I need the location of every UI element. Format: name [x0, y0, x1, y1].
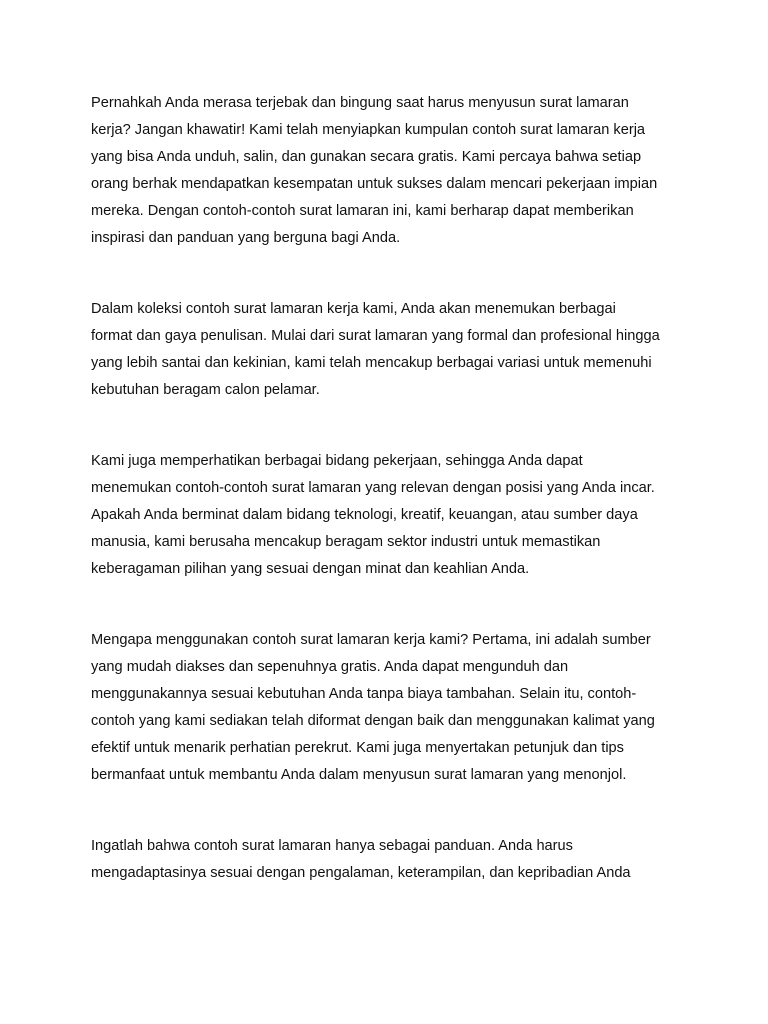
- paragraph-3: Kami juga memperhatikan berbagai bidang pekerjaan, sehingga Anda dapat menemukan contoh-contoh surat lamaran yang relevan dengan posisi yang Anda incar. Apakah Anda berminat dalam bidang teknologi, kreatif, keuangan, atau sumber daya manusia, kami berusaha mencakup beragam sektor industri untuk memastikan keberagaman pilihan yang sesuai dengan minat dan keahlian Anda.: [91, 453, 655, 577]
- paragraph-1: Pernahkah Anda merasa terjebak dan bingung saat harus menyusun surat lamaran kerja? Jangan khawatir! Kami telah menyiapkan kumpulan contoh surat lamaran kerja yang bisa Anda unduh, salin, dan gunakan secara gratis. Kami percaya bahwa setiap orang berhak mendapatkan kesempatan untuk sukses dalam mencari pekerjaan impian mereka. Dengan contoh-contoh surat lamaran ini, kami berharap dapat memberikan inspirasi dan panduan yang berguna bagi Anda.: [91, 95, 658, 246]
- paragraph-5: Ingatlah bahwa contoh surat lamaran hanya sebagai panduan. Anda harus mengadaptasinya sesuai dengan pengalaman, keterampilan, dan kepribadian Anda: [91, 838, 631, 881]
- paragraph-4: Mengapa menggunakan contoh surat lamaran kerja kami? Pertama, ini adalah sumber yang mudah diakses dan sepenuhnya gratis. Anda dapat mengunduh dan menggunakannya sesuai kebutuhan Anda tanpa biaya tambahan. Selain itu, contoh- contoh yang kami sediakan telah diformat dengan baik dan menggunakan kalimat yang efektif untuk menarik perhatian perekrut. Kami juga menyertakan petunjuk dan tips bermanfaat untuk membantu Anda dalam menyusun surat lamaran yang menonjol.: [91, 632, 655, 783]
- paragraph-2: Dalam koleksi contoh surat lamaran kerja kami, Anda akan menemukan berbagai format dan gaya penulisan. Mulai dari surat lamaran yang formal dan profesional hingga yang lebih santai dan kekinian, kami telah mencakup berbagai variasi untuk memenuhi kebutuhan beragam calon pelamar.: [91, 301, 660, 398]
